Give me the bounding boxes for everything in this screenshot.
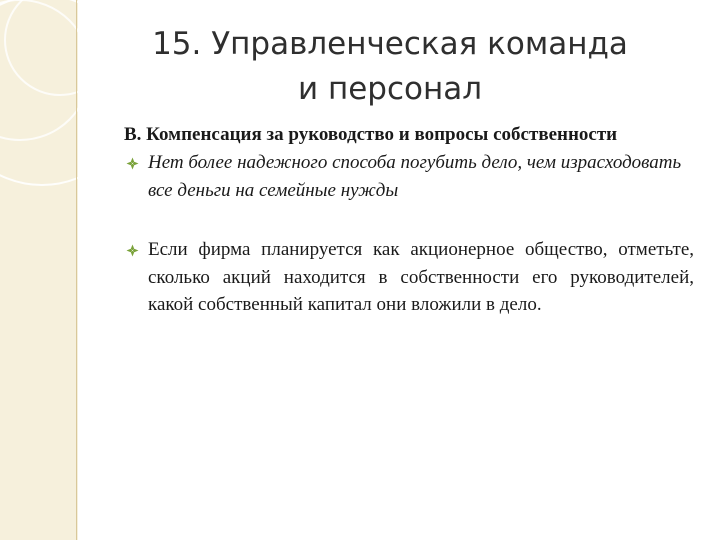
- decorative-sidebar: [0, 0, 78, 540]
- slide-title-line-2: и персонал: [297, 71, 483, 107]
- decorative-circles-icon: [0, 0, 78, 540]
- slide-title: [100, 22, 680, 112]
- section-heading: В. Компенсация за руководство и вопросы собственности: [124, 124, 618, 145]
- bullet-text-2: Если фирма планируется как акционерное общество, отметьте, сколько акций находится в собственности его руководителей, какой собственный капитал они вложили в дело.: [148, 239, 694, 315]
- bullet-item-2: [124, 236, 694, 319]
- bullet-item-1: [124, 149, 694, 204]
- slide-title-line-1: 15. Управленческая команда: [152, 26, 628, 62]
- sidebar-divider: [76, 0, 77, 540]
- diamond-bullet-icon: [126, 244, 139, 257]
- diamond-bullet-icon: [126, 157, 139, 170]
- slide-content: [124, 120, 694, 319]
- bullet-text-1: Нет более надежного способа погубить дело, чем израсходовать все деньги на семейные нужды: [148, 152, 682, 201]
